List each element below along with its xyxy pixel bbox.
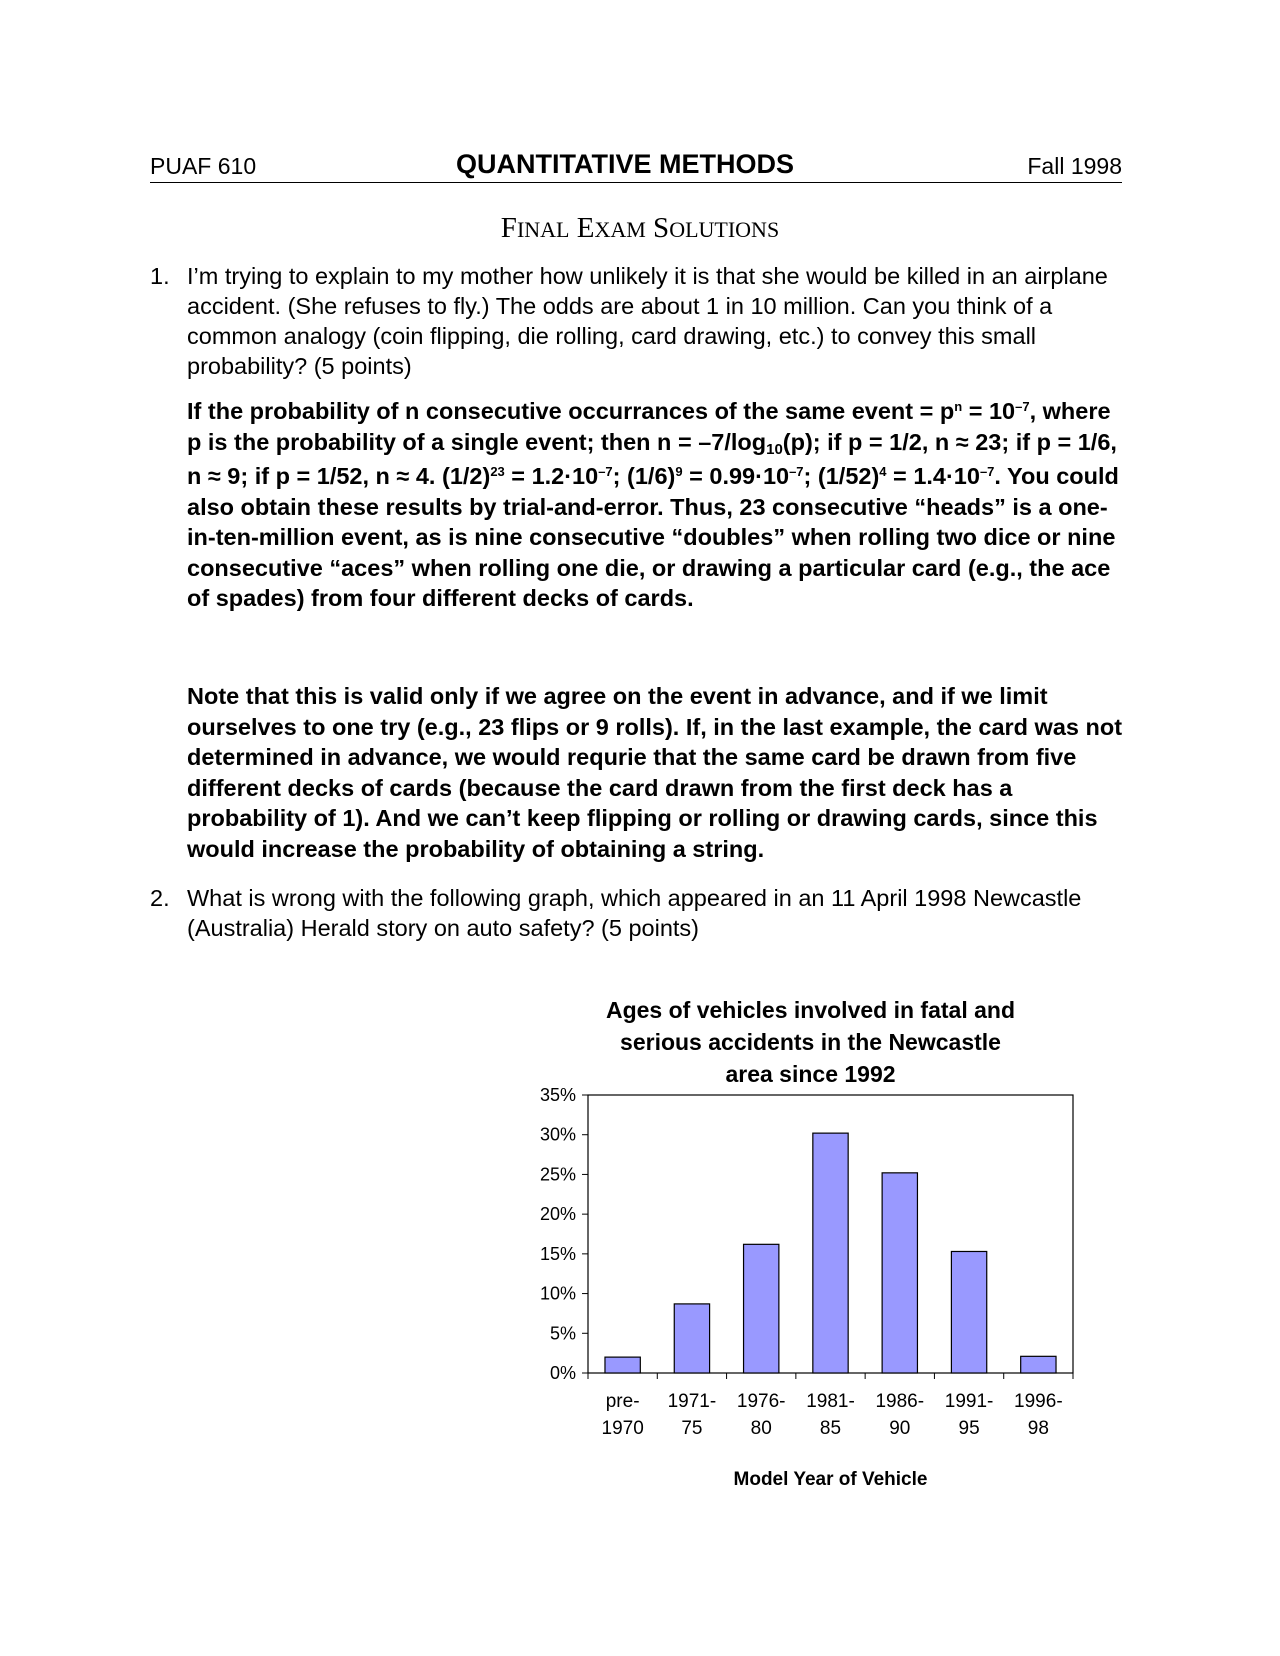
- x-tick-label: 1976-: [736, 1391, 786, 1412]
- question-2: [150, 883, 1122, 943]
- question-number: 2.: [150, 885, 170, 911]
- x-tick-label: 1971-: [667, 1391, 717, 1412]
- chart-title-line: Ages of vehicles involved in fatal and: [605, 997, 1016, 1023]
- chart-title-line: serious accidents in the Newcastle: [620, 1029, 1001, 1055]
- x-tick-label: pre-: [605, 1391, 640, 1412]
- x-tick-label: 1986-: [875, 1391, 925, 1412]
- term-label: Fall 1998: [1027, 153, 1122, 179]
- page-header: [150, 148, 1122, 183]
- y-tick-label: 30%: [539, 1124, 576, 1145]
- y-tick-label: 0%: [549, 1363, 576, 1383]
- answer-1-paragraph-2: Note that this is valid only if we agree on the event in advance, and if we limit ourselves to one try (e.g., 23 flips or 9 rolls). If, in the last example, the card was not determined in advance, we would requrie that the same card be drawn from five different decks of cards (because the card drawn from the first deck has a probability of 1). And we can’t keep flipping or rolling or drawing cards, since this would increase the probability of obtaining a string.: [187, 683, 1123, 862]
- y-tick-label: 10%: [539, 1283, 576, 1304]
- question-text: I’m trying to explain to my mother how unlikely it is that she would be killed in an airplane accident. (She refuses to fly.) The odds are about 1 in 10 million. Can you think of a common analogy (coin flipping, die rolling, card drawing, etc.) to convey this small probability? (5 points): [187, 263, 1108, 379]
- bar: [1021, 1356, 1056, 1373]
- y-tick-label: 35%: [539, 1085, 576, 1105]
- question-text: What is wrong with the following graph, which appeared in an 11 April 1998 Newcastle (Australia) Herald story on auto safety? (5 points): [187, 885, 1082, 941]
- course-title: QUANTITATIVE METHODS: [456, 149, 794, 179]
- bar: [951, 1251, 986, 1373]
- bar: [674, 1304, 709, 1373]
- x-tick-label: 1970: [601, 1418, 644, 1439]
- document-subtitle: FINAL EXAM SOLUTIONS: [500, 212, 780, 244]
- x-tick-label: 1981-: [806, 1391, 855, 1412]
- question-1: [150, 261, 1122, 381]
- x-tick-label: 1996-: [1014, 1391, 1063, 1412]
- bar: [882, 1173, 917, 1373]
- bar: [813, 1133, 848, 1373]
- x-tick-label: 75: [681, 1418, 703, 1439]
- x-axis-label: Model Year of Vehicle: [733, 1469, 928, 1490]
- x-tick-label: 98: [1027, 1418, 1049, 1439]
- question-number: 1.: [150, 263, 170, 289]
- chart-title-line: area since 1992: [725, 1061, 896, 1087]
- bar: [744, 1244, 779, 1373]
- x-tick-label: 85: [819, 1418, 842, 1439]
- y-tick-label: 25%: [539, 1164, 576, 1185]
- bar-chart: [500, 990, 1120, 1490]
- y-tick-label: 15%: [539, 1243, 576, 1264]
- y-tick-label: 5%: [549, 1323, 576, 1344]
- x-tick-label: 95: [958, 1418, 980, 1439]
- bar: [605, 1357, 640, 1373]
- x-tick-label: 1991-: [944, 1391, 994, 1412]
- y-tick-label: 20%: [539, 1204, 576, 1225]
- x-tick-label: 80: [750, 1418, 772, 1439]
- course-code: PUAF 610: [150, 153, 257, 179]
- x-tick-label: 90: [889, 1418, 911, 1439]
- answer-1-paragraph-1: If the probability of n consecutive occurrances of the same event = $p^n = 10^{-7}$, where p is the probability of a single event; then $n = -7/\log_{10}(p)$; if p = 1/2, n ≈ 23; if p = 1/6, n ≈ 9; if p = 1/52, n ≈ 4. $(1/2)^{23} = 1.2\cdot 10^{-7}$; $(1/6)^9 = 0.99\cdot 10^{-7}$; $(1/52)^4 = 1.4\cdot 10^{-7}$. You could also obtain these results by trial-and-error. Thus, 23 consecutive “heads” is a one-in-ten-million event, as is nine consecutive “doubles” when rolling two dice or nine consecutive “aces” when rolling one die, or drawing a particular card (e.g., the ace of spades) from four different decks of cards.: [187, 398, 1119, 611]
